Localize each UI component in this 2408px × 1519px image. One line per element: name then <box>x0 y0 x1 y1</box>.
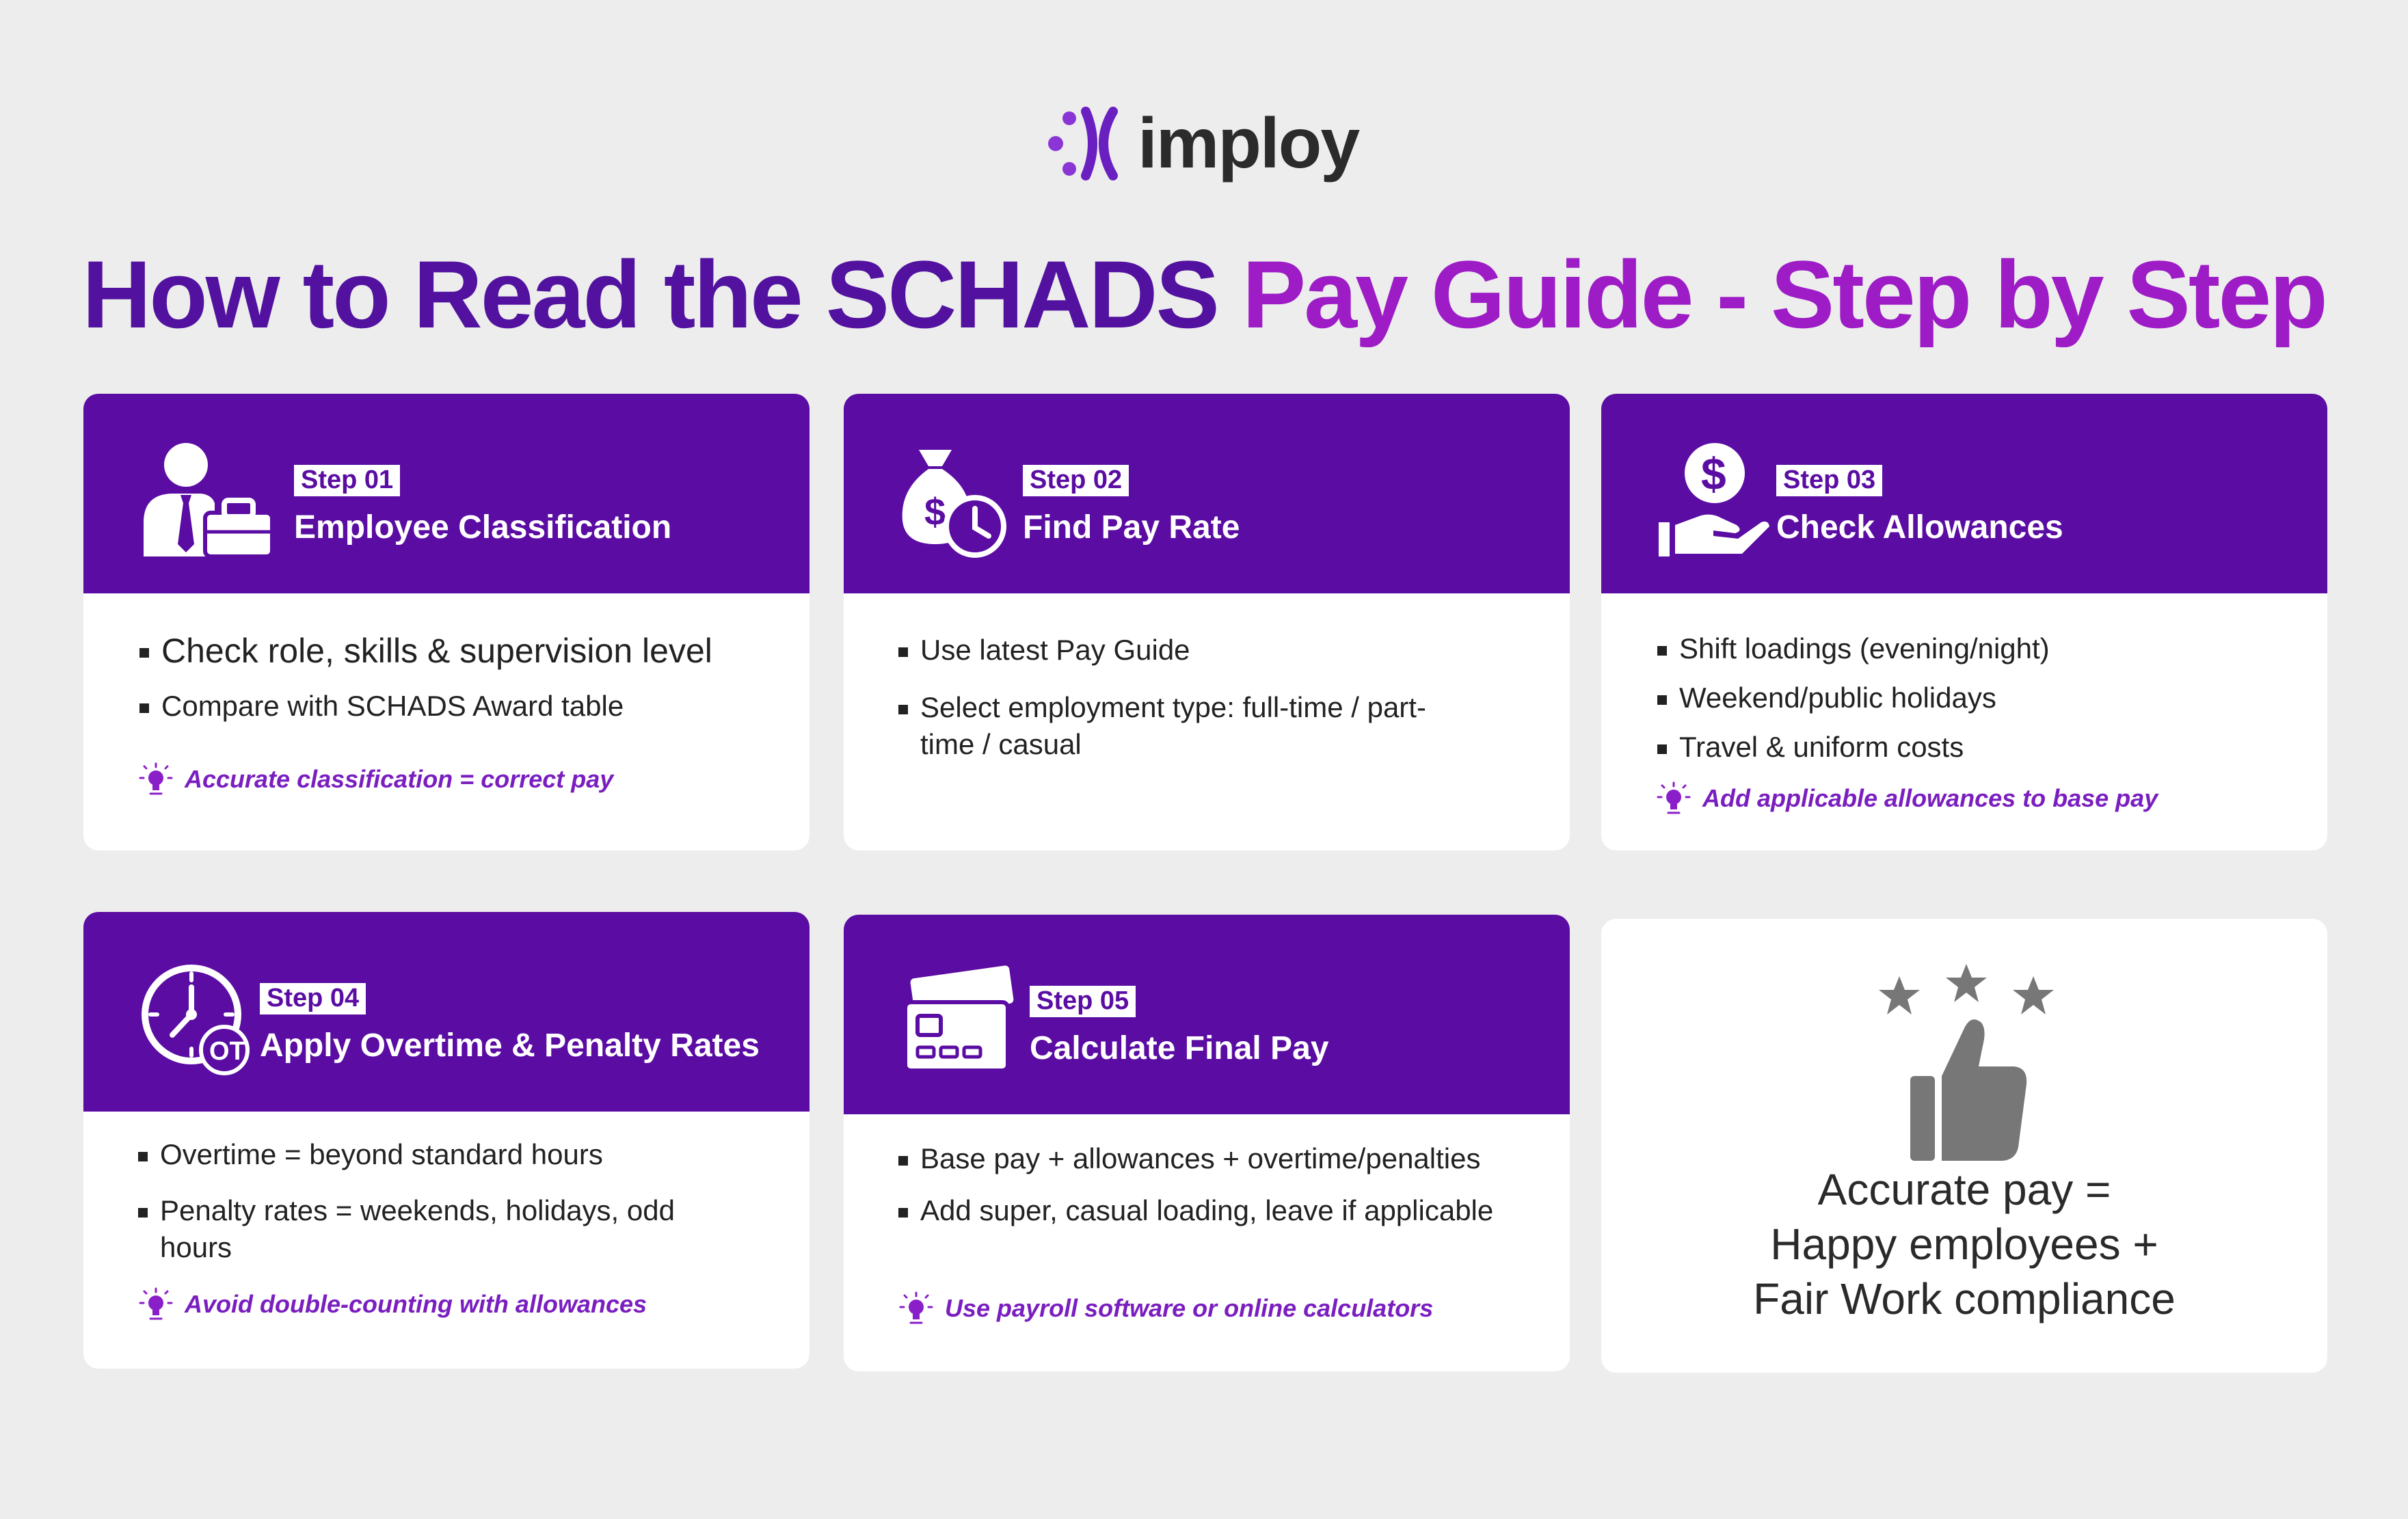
imploy-logo-icon <box>1046 106 1121 181</box>
step-card-01 <box>83 394 810 850</box>
step-card-03 <box>1601 394 2327 850</box>
step-card-header <box>1601 394 2327 593</box>
thumbs-up-stars-icon <box>1872 964 2057 1169</box>
step-title: Find Pay Rate <box>1023 509 1240 546</box>
step-card-header <box>83 394 810 593</box>
payment-cards-icon <box>898 963 1035 1079</box>
step-tip-text: Accurate classification = correct pay <box>185 765 614 793</box>
step-bullets <box>138 629 782 742</box>
hand-dollar-icon <box>1656 442 1793 558</box>
svg-text:$: $ <box>1701 448 1726 499</box>
step-card-04 <box>83 912 810 1369</box>
step-card-05 <box>844 915 1570 1371</box>
step-tip-text: Use payroll software or online calculators <box>945 1294 1434 1322</box>
step-badge: Step 02 <box>1023 465 1129 496</box>
step-title: Calculate Final Pay <box>1030 1030 1329 1066</box>
bullet-item: Base pay + allowances + overtime/penalties <box>897 1140 1556 1177</box>
summary-line: Accurate pay = <box>1817 1165 2111 1214</box>
summary-text <box>1601 1162 2327 1326</box>
overtime-clock-icon <box>138 960 275 1076</box>
step-badge: Step 01 <box>294 465 400 496</box>
step-card-header <box>83 912 810 1112</box>
brand-name: imploy <box>1138 104 1359 183</box>
step-bullets <box>897 1140 1556 1247</box>
bullet-item: Select employment type: full-time / part-time / casual <box>897 689 1447 763</box>
bullet-item: Shift loadings (evening/night) <box>1656 630 2300 667</box>
bullet-item: Check role, skills & supervision level <box>138 629 782 673</box>
step-tip-text: Avoid double-counting with allowances <box>185 1290 647 1318</box>
step-card-02 <box>844 394 1570 850</box>
summary-line: Fair Work compliance <box>1753 1274 2176 1323</box>
employee-briefcase-icon <box>138 442 275 558</box>
step-card-header <box>844 394 1570 593</box>
step-tip <box>898 1291 1433 1326</box>
step-bullets <box>137 1136 686 1283</box>
step-badge: Step 05 <box>1030 986 1136 1017</box>
bullet-item: Weekend/public holidays <box>1656 680 2300 716</box>
brand-logo <box>1046 103 1359 185</box>
svg-text:$: $ <box>924 490 946 533</box>
step-title: Apply Overtime & Penalty Rates <box>260 1027 760 1064</box>
svg-text:OT: OT <box>209 1037 245 1066</box>
bullet-item: Use latest Pay Guide <box>897 632 1447 669</box>
bullet-item: Travel & uniform costs <box>1656 729 2300 766</box>
step-card-header <box>844 915 1570 1114</box>
step-bullets <box>897 632 1447 780</box>
step-tip <box>1656 781 2158 816</box>
lightbulb-icon <box>138 1287 174 1322</box>
bullet-item: Overtime = beyond standard hours <box>137 1136 686 1173</box>
step-bullets <box>1656 630 2300 783</box>
lightbulb-icon <box>898 1291 934 1326</box>
money-bag-clock-icon <box>898 442 1035 558</box>
step-badge: Step 03 <box>1776 465 1882 496</box>
summary-line: Happy employees + <box>1770 1220 2158 1269</box>
step-title: Employee Classification <box>294 509 672 546</box>
bullet-item: Compare with SCHADS Award table <box>138 688 782 725</box>
step-title: Check Allowances <box>1776 509 2063 546</box>
lightbulb-icon <box>1656 781 1691 816</box>
bullet-item: Add super, casual loading, leave if applicable <box>897 1192 1556 1229</box>
summary-card <box>1601 919 2327 1373</box>
page-title-part-2: Pay Guide - Step by Step <box>1242 241 2326 348</box>
step-tip <box>138 1287 647 1322</box>
bullet-item: Penalty rates = weekends, holidays, odd hours <box>137 1192 686 1266</box>
step-tip <box>138 762 613 797</box>
step-badge: Step 04 <box>260 983 366 1014</box>
page-title <box>0 239 2408 349</box>
page-title-part-1: How to Read the SCHADS <box>82 241 1242 348</box>
step-tip-text: Add applicable allowances to base pay <box>1702 784 2158 812</box>
lightbulb-icon <box>138 762 174 797</box>
